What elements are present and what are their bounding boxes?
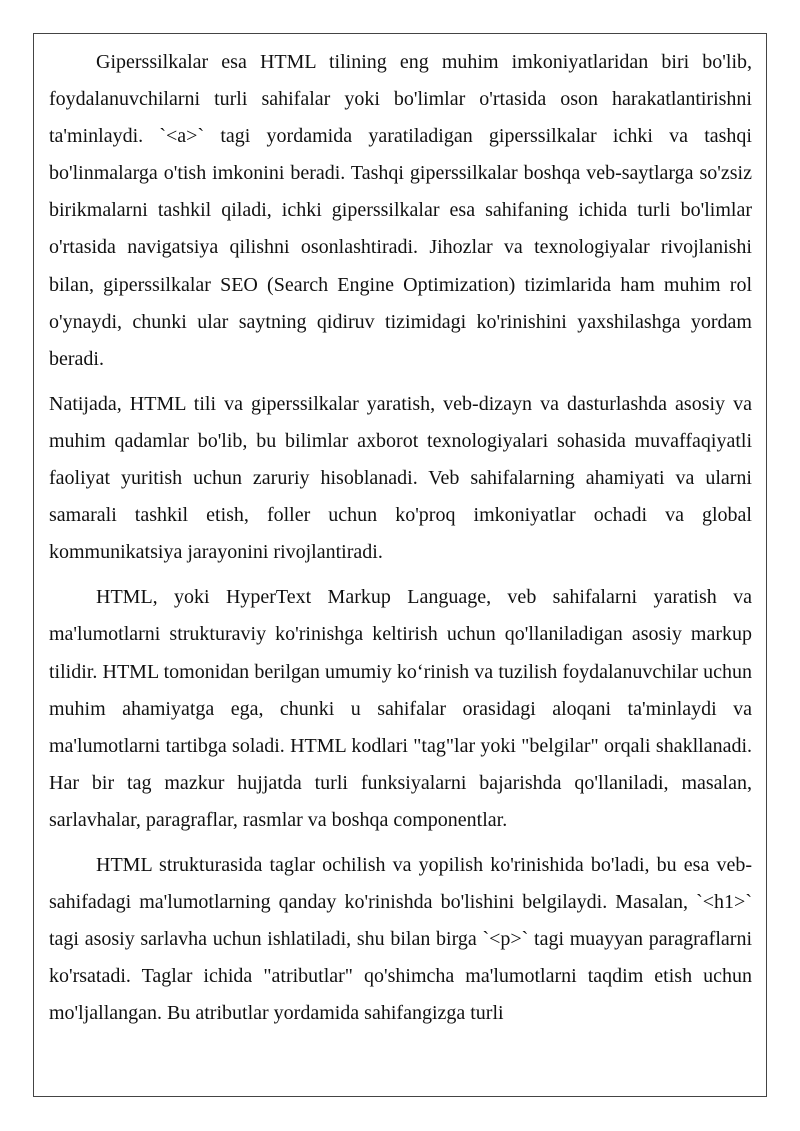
paragraph-hyperlinks: Giperssilkalar esa HTML tilining eng muhim imkoniyatlaridan biri bo'lib, foydalanuvchilarni turli sahifalar yoki bo'limlar o'rtasida oson harakatlantirishni ta'minlaydi. `<a>` tagi yordamida yaratiladigan giperssilkalar ichki va tashqi bo'linmalarga o'tish imkonini beradi. Tashqi giperssilkalar boshqa veb-saytlarga so'zsiz birikmalarni tashkil qiladi, ichki giperssilkalar esa sahifaning ichida turli bo'limlar o'rtasida navigatsiya qilishni osonlashtiradi. Jihozlar va texnologiyalar rivojlanishi bilan, giperssilkalar SEO (Search Engine Optimization) tizimlarida ham muhim rol o'ynaydi, chunki ular saytning qidiruv tizimidagi ko'rinishini yaxshilashga yordam beradi. [49, 51, 752, 370]
paragraph-html-structure: HTML strukturasida taglar ochilish va yopilish ko'rinishida bo'ladi, bu esa veb-sahifadagi ma'lumotlarning qanday ko'rinishda bo'lishini belgilaydi. Masalan, `<h1>` tagi asosiy sarlavha uchun ishlatiladi, shu bilan birga `<p>` tagi muayyan paragraflarni ko'rsatadi. Taglar ichida "atributlar" qo'shimcha ma'lumotlarni taqdim etish uchun mo'ljallangan. Bu atributlar yordamida sahifangizga turli [49, 853, 752, 1025]
paragraph-conclusion: Natijada, HTML tili va giperssilkalar yaratish, veb-dizayn va dasturlashda asosiy va muhim qadamlar bo'lib, bu bilimlar axborot texnologiyalari sohasida muvaffaqiyatli faoliyat yuritish uchun zaruriy hisoblanadi. Veb sahifalarning ahamiyati va ularni samarali tashkil etish, foller uchun ko'proq imkoniyatlar ochadi va global kommunikatsiya jarayonini rivojlantiradi. [49, 392, 752, 564]
page-border [33, 33, 767, 1097]
document-body [49, 44, 752, 1040]
paragraph-html-intro: HTML, yoki HyperText Markup Language, veb sahifalarni yaratish va ma'lumotlarni strukturaviy ko'rinishga keltirish uchun qo'llaniladigan asosiy markup tilidir. HTML tomonidan berilgan umumiy ko‘rinish va tuzilish foydalanuvchilar uchun muhim ahamiyatga ega, chunki u sahifalar orasidagi aloqani ta'minlaydi va ma'lumotlarni tartibga soladi. HTML kodlari "tag"lar yoki "belgilar" orqali shakllanadi. Har bir tag mazkur hujjatda turli funksiyalarni bajarishda qo'llaniladi, masalan, sarlavhalar, paragraflar, rasmlar va boshqa componentlar. [49, 586, 752, 831]
